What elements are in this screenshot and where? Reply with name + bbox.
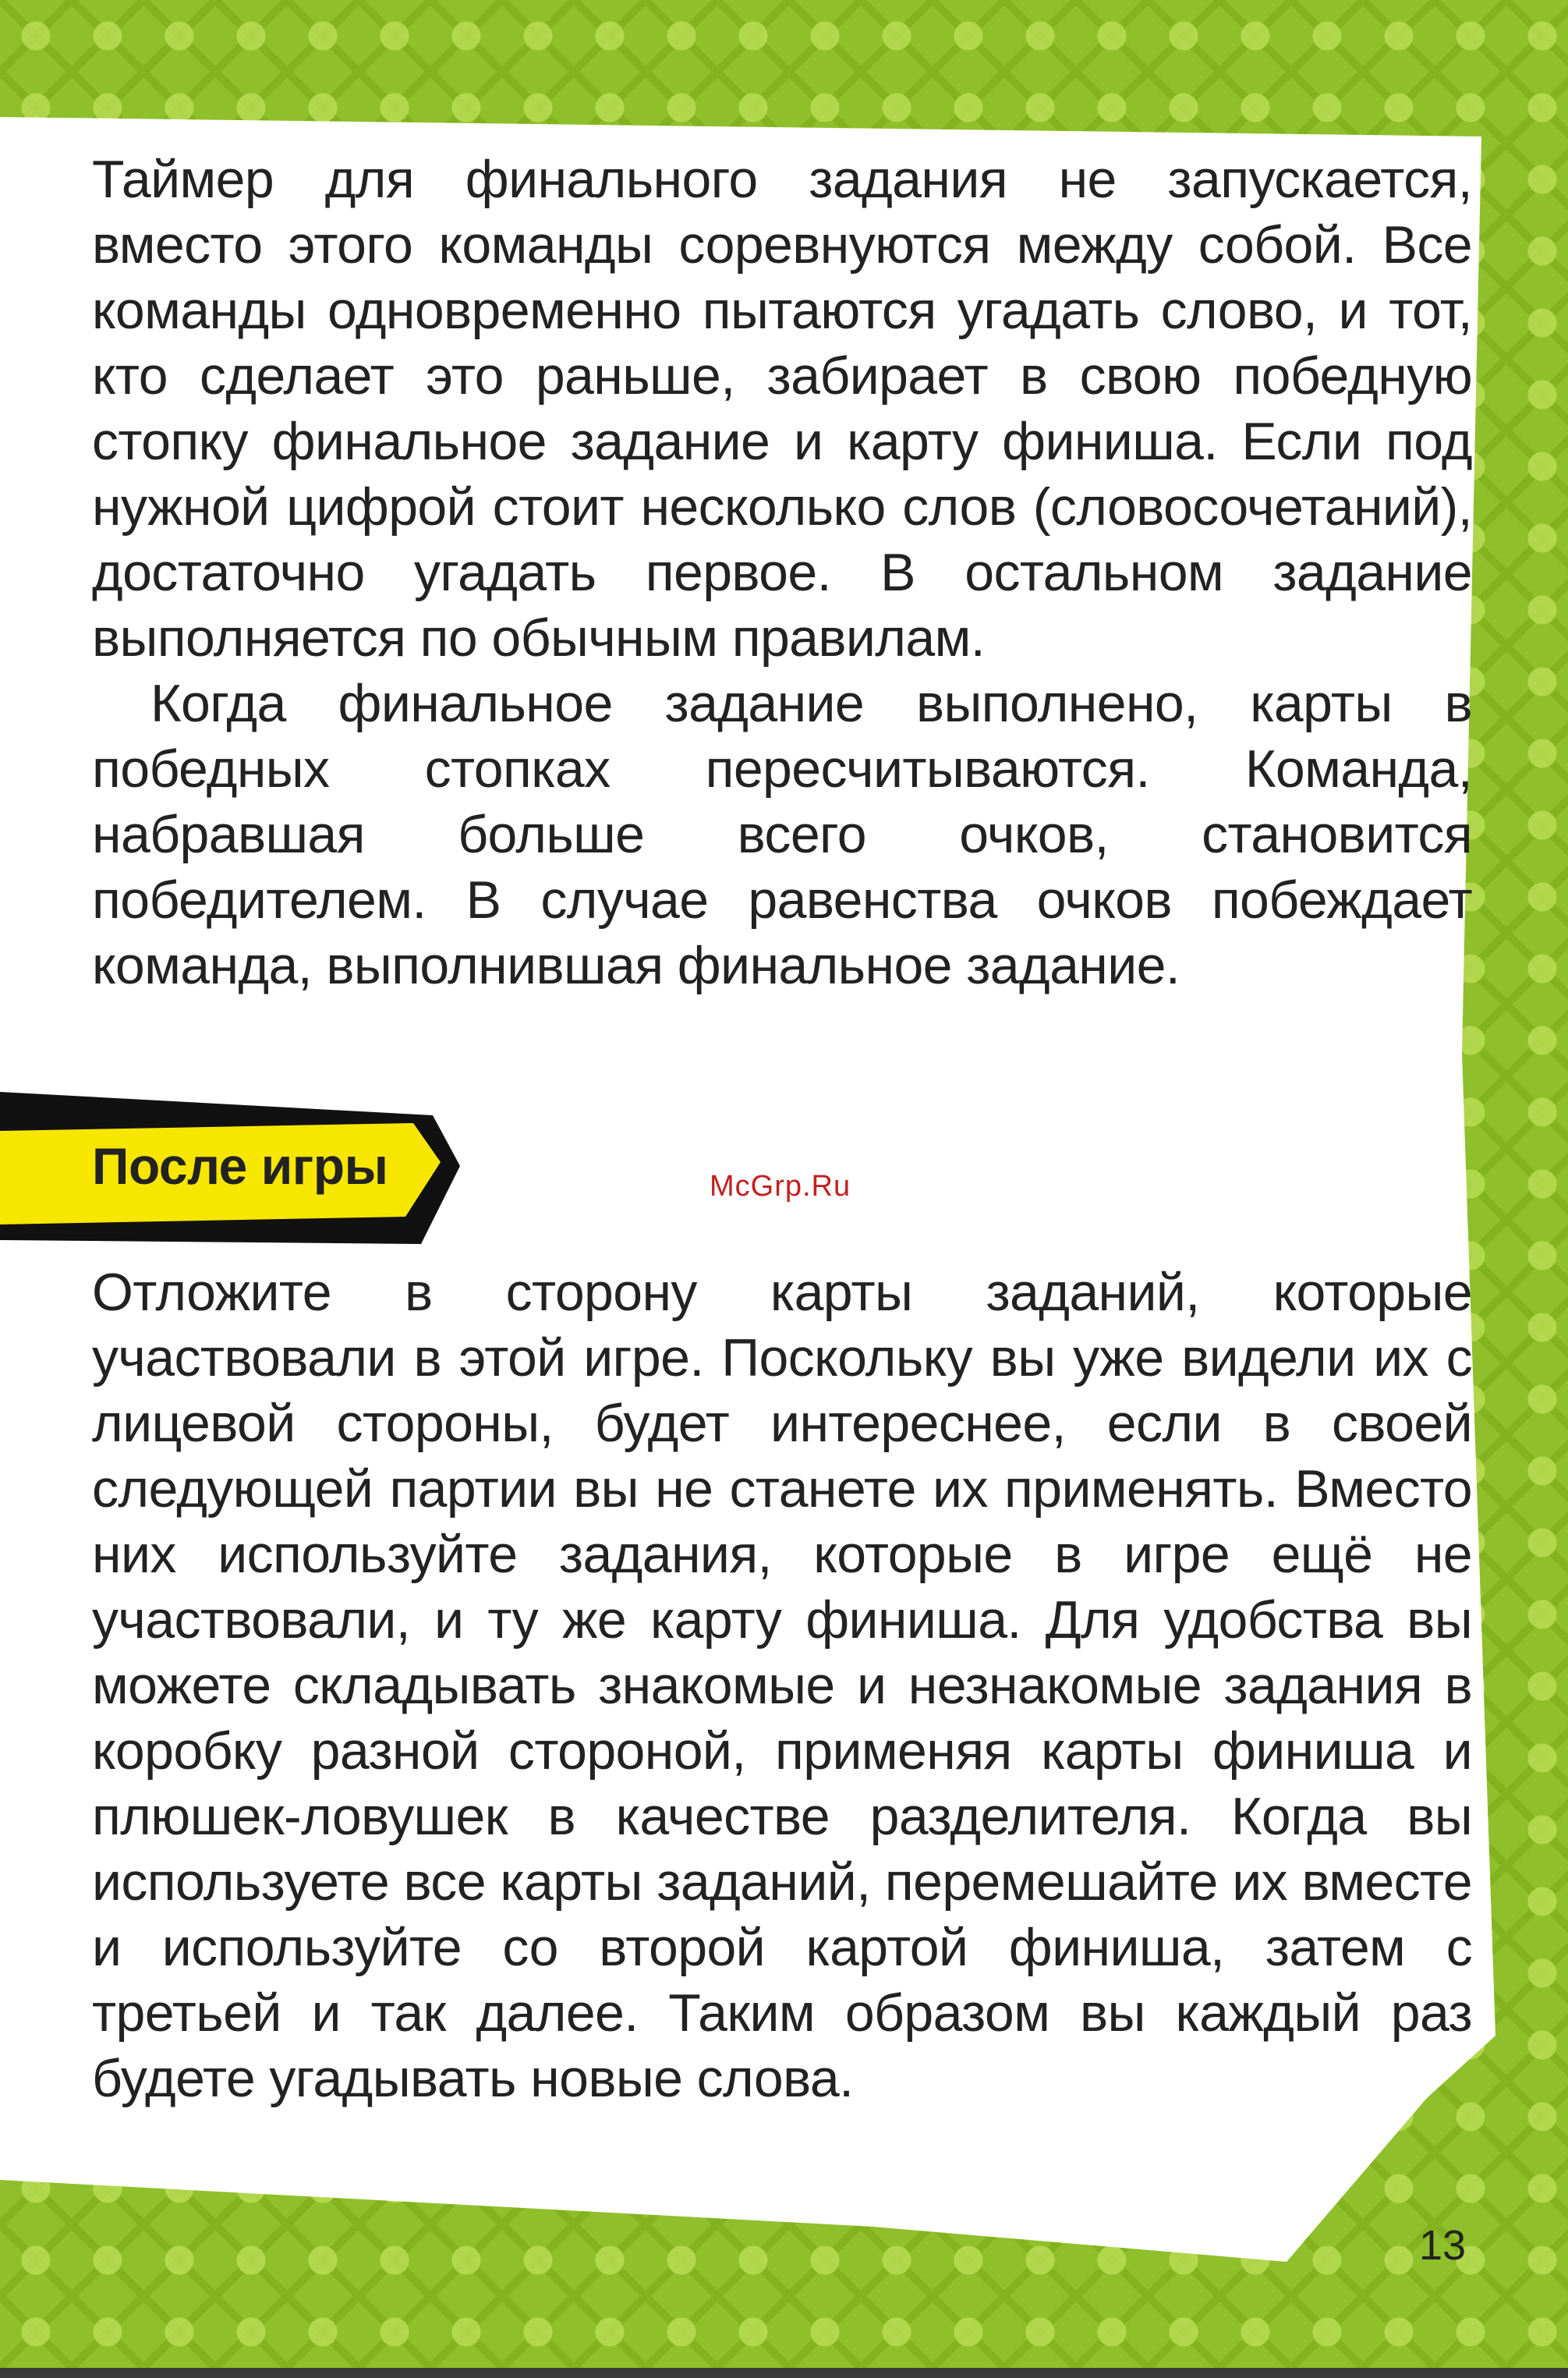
- section-heading: После игры: [92, 1137, 388, 1195]
- final-task-text: [92, 147, 1472, 998]
- after-game-text: [92, 1260, 1472, 2111]
- bottom-divider: [0, 2368, 1568, 2378]
- paragraph-after-game: Отложите в сторону карты заданий, которые участвовали в этой игре. Поскольку вы уже видели их с лицевой стороны, будет интереснее, если в своей следующей партии вы не станете их применять. Вместо них используйте задания, которые в игре ещё не участвовали, и ту же карту финиша. Для удобства вы можете складывать знакомые и незнакомые задания в коробку разной стороной, применяя карты финиша и плюшек-ловушек в качестве разделителя. Когда вы используете все карты заданий, перемешайте их вместе и используйте со второй картой финиша, затем с третьей и так далее. Таким образом вы каждый раз будете угадывать новые слова.: [92, 1263, 1472, 2108]
- paragraph-final-scoring: Когда финальное задание выполнено, карты в победных стопках пересчитываются. Команда, набравшая больше всего очков, становится победителем. В случае равенства очков побеждает команда, выполнившая финальное задание.: [92, 674, 1472, 995]
- paragraph-final-timer: Таймер для финального задания не запускается, вместо этого команды соревнуются между собой. Все команды одновременно пытаются угадать слово, и тот, кто сделает это раньше, забирает в свою победную стопку финальное задание и карту финиша. Если под нужной цифрой стоит несколько слов (словосочетаний), достаточно угадать первое. В остальном задание выполняется по обычным правилам.: [92, 150, 1472, 668]
- page-number: 13: [1419, 2222, 1467, 2269]
- watermark: McGrp.Ru: [710, 1170, 851, 1203]
